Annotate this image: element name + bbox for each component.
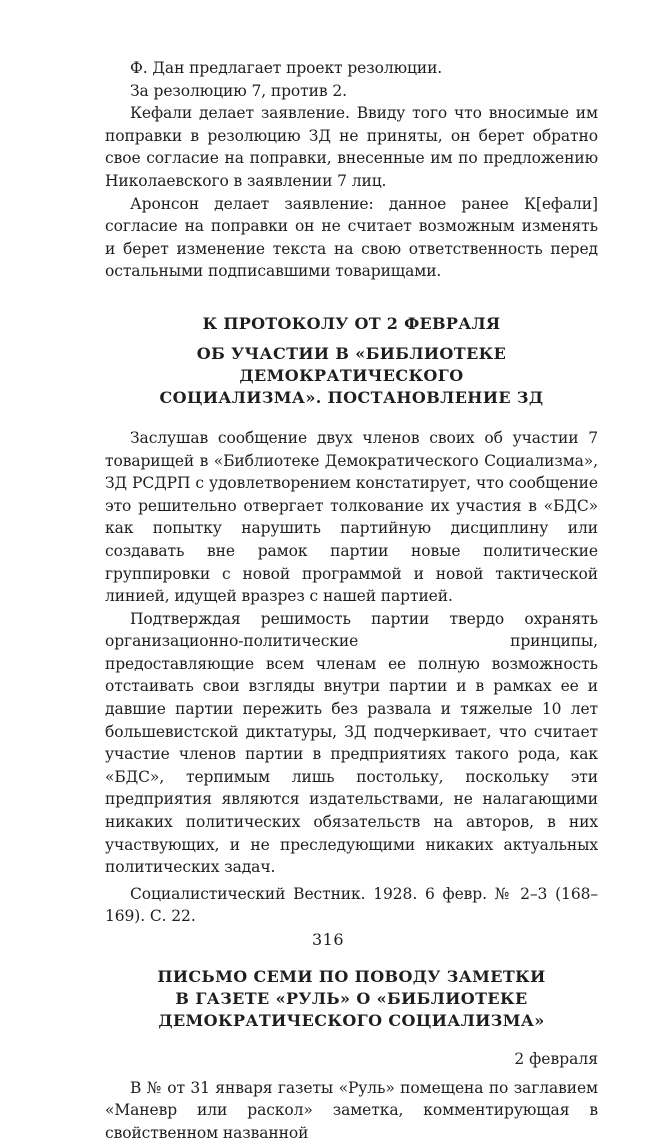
heading-line: В ГАЗЕТЕ «РУЛЬ» О «БИБЛИОТЕКЕ <box>175 989 528 1008</box>
paragraph-kefali-statement: Кефали делает заявление. Ввиду того что вносимые им поправки в резолюцию ЗД не приняты, он берет обратно свое согласие на поправки, внесенные им по предложению Николаевского в заявлении 7 лиц. <box>105 104 598 190</box>
paragraph-letter-body: В № от 31 января газеты «Руль» помещена по заглавием «Маневр или раскол» заметка, комментирующая в свойственном названной <box>105 1078 598 1142</box>
subheading-line: ОБ УЧАСТИИ В «БИБЛИОТЕКЕ ДЕМОКРАТИЧЕСКОГО <box>196 343 507 385</box>
heading-line: ПИСЬМО СЕМИ ПО ПОВОДУ ЗАМЕТКИ <box>157 967 546 986</box>
paragraph-aronson-statement: Аронсон делает заявление: данное ранее К[ефали] согласие на поправки он не считает возможным изменять и берет изменение текста на свою ответственность перед остальными подписавшими товарищами. <box>105 194 598 281</box>
subheading-line: СОЦИАЛИЗМА». ПОСТАНОВЛЕНИЕ ЗД <box>159 387 544 407</box>
paragraph-dan-proposal: Ф. Дан предлагает проект резолюции. <box>130 59 443 77</box>
paragraph-resolution-2: Подтверждая решимость партии твердо охранять организационно-политические принципы, предоставляющие всем членам ее полную возможность отстаивать свои взгляды внутри партии и в рамках ее и давшие партии пережить без развала и тяжелые 10 лет большевистской диктатуры, ЗД подчеркивает, что считает участие членов партии в предприятиях такого рода, как «БДС», терпимым лишь постольку, поскольку эти предприятия являются издательствами, не налагающими никаких политических обязательств на авторов, в них участвующих, и не преследующими никаких актуальных политических задач. <box>105 609 598 877</box>
heading-line: ДЕМОКРАТИЧЕСКОГО СОЦИАЛИЗМА» <box>158 1011 545 1030</box>
page-number: 316 <box>311 930 345 949</box>
section-heading-protocol: К ПРОТОКОЛУ ОТ 2 ФЕВРАЛЯ <box>202 313 501 333</box>
paragraph-resolution-1: Заслушав сообщение двух членов своих об участии 7 товарищей в «Библиотеке Демократического Социализма», ЗД РСДРП с удовлетворением констатирует, что сообщение это решительно отвергает толкование их участия в «БДС» как попытку нарушить партийную дисциплину или создавать вне рамок партии новые политические группировки с новой программой и новой тактической линией, идущей вразрез с нашей партией. <box>105 428 598 606</box>
letter-date: 2 февраля <box>514 1050 598 1068</box>
section-heading-letter <box>105 966 598 1032</box>
text-column <box>105 57 598 1144</box>
paragraph-vote-result: За резолюцию 7, против 2. <box>130 81 347 100</box>
section-subheading-bds <box>105 343 598 409</box>
source-citation: Социалистический Вестник. 1928. 6 февр. № 2–3 (168–169). С. 22. <box>105 884 598 926</box>
